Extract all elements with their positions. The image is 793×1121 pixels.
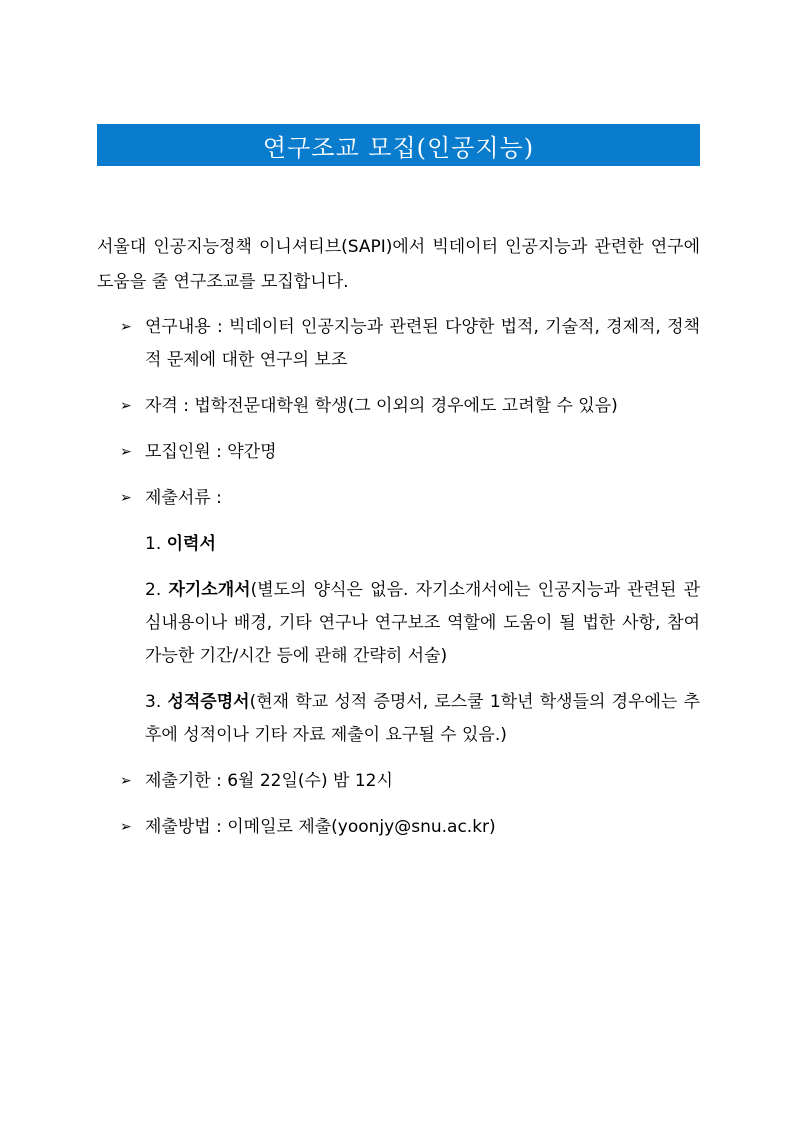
list-item-qualification <box>120 390 700 423</box>
arrow-bullet-icon: ➢ <box>120 444 132 460</box>
document-name: 자기소개서 <box>168 580 251 600</box>
title-banner <box>97 124 700 166</box>
document-name: 성적증명서 <box>167 692 250 712</box>
list-item-submission-method <box>120 811 700 844</box>
document-description: (별도의 양식은 없음. 자기소개서에는 인공지능과 관련된 관심내용이나 배경, 기타 연구나 연구보조 역할에 도움이 될 법한 사항, 참여 가능한 기간/시간 등에 관해 간략히 서술) <box>145 580 700 666</box>
item-text: 제출서류 : <box>145 488 222 508</box>
list-item-headcount <box>120 436 700 469</box>
document-description: (현재 학교 성적 증명서, 로스쿨 1학년 학생들의 경우에는 추후에 성적이나 기타 자료 제출이 요구될 수 있음.) <box>145 692 700 745</box>
document-self-introduction <box>120 574 700 673</box>
item-text: 자격 : 법학전문대학원 학생(그 이외의 경우에도 고려할 수 있음) <box>145 396 618 416</box>
document-number: 2. <box>145 580 169 600</box>
document-number: 1. <box>145 534 167 554</box>
document-transcript <box>120 686 700 752</box>
document-number: 3. <box>145 692 168 712</box>
page-title: 연구조교 모집(인공지능) <box>262 133 535 162</box>
list-item-research-content <box>120 311 700 377</box>
arrow-bullet-icon: ➢ <box>120 773 132 789</box>
arrow-bullet-icon: ➢ <box>120 319 132 335</box>
details-list <box>120 311 700 857</box>
intro-paragraph: 서울대 인공지능정책 이니셔티브(SAPI)에서 빅데이터 인공지능과 관련한 연구에 도움을 줄 연구조교를 모집합니다. <box>97 237 700 292</box>
list-item-documents <box>120 482 700 515</box>
document-resume <box>120 528 700 561</box>
arrow-bullet-icon: ➢ <box>120 819 132 835</box>
document-name: 이력서 <box>166 534 216 554</box>
item-text: 모집인원 : 약간명 <box>145 442 277 462</box>
list-item-deadline <box>120 765 700 798</box>
item-text: 제출기한 : 6월 22일(수) 밤 12시 <box>145 771 393 791</box>
arrow-bullet-icon: ➢ <box>120 490 132 506</box>
arrow-bullet-icon: ➢ <box>120 398 132 414</box>
item-text: 제출방법 : 이메일로 제출(yoonjy@snu.ac.kr) <box>145 817 496 837</box>
item-text: 연구내용 : 빅데이터 인공지능과 관련된 다양한 법적, 기술적, 경제적, 정책적 문제에 대한 연구의 보조 <box>145 317 700 370</box>
